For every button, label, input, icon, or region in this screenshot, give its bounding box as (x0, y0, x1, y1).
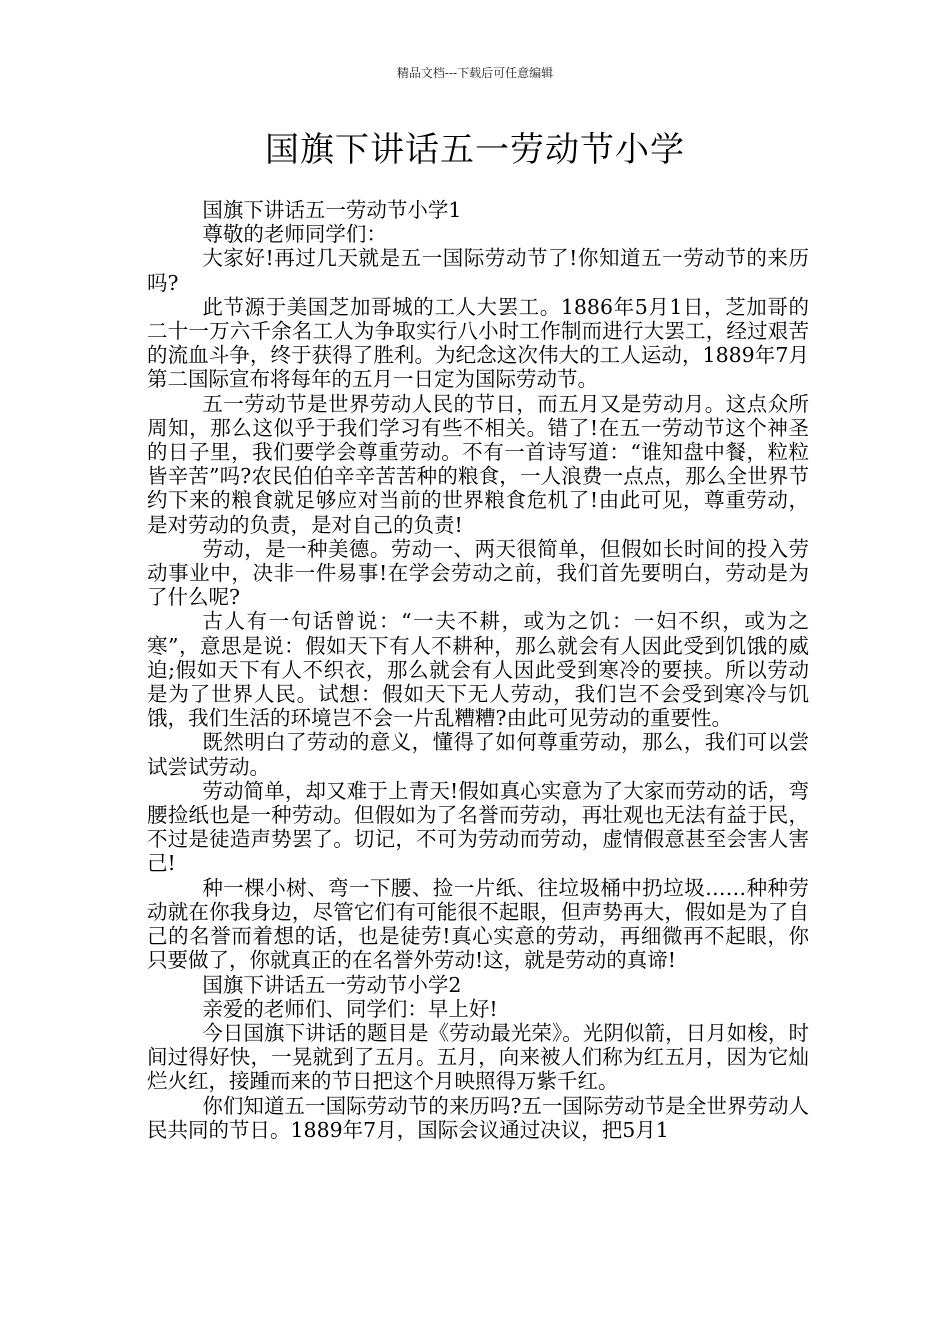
header-note: 精品文档---下载后可任意编辑 (396, 66, 554, 80)
document-body (147, 198, 809, 1142)
paragraph: 你们知道五一国际劳动节的来历吗?五一国际劳动节是全世界劳动人民共同的节日。1889年7月，国际会议通过决议，把5月1 (147, 1093, 809, 1142)
paragraph: 大家好!再过几天就是五一国际劳动节了!你知道五一劳动节的来历吗? (147, 246, 809, 295)
paragraph: 五一劳动节是世界劳动人民的节日，而五月又是劳动月。这点众所周知，那么这似乎于我们学习有些不相关。错了!在五一劳动节这个神圣的日子里，我们要学会尊重劳动。不有一首诗写道：“谁知盘中餐，粒粒皆辛苦”吗?农民伯伯辛辛苦苦种的粮食，一人浪费一点点，那么全世界节约下来的粮食就足够应对当前的世界粮食危机了!由此可见，尊重劳动，是对劳动的负责，是对自己的负责! (147, 391, 809, 537)
paragraph: 国旗下讲话五一劳动节小学1 (202, 198, 462, 222)
paragraph: 亲爱的老师们、同学们：早上好! (202, 996, 498, 1021)
paragraph: 尊敬的老师同学们： (202, 222, 387, 247)
paragraph: 种一棵小树、弯一下腰、捡一片纸、往垃圾桶中扔垃圾……种种劳动就在你我身边，尽管它们有可能很不起眼，但声势再大，假如是为了自己的名誉而着想的话，也是徒劳!真心实意的劳动，再细微再不起眼，你只要做了，你就真正的在名誉外劳动!这，就是劳动的真谛! (147, 875, 809, 973)
paragraph: 古人有一句话曾说：“一夫不耕，或为之饥：一妇不织，或为之寒”，意思是说：假如天下有人不耕种，那么就会有人因此受到饥饿的威迫;假如天下有人不织衣，那么就会有人因此受到寒冷的要挟。所以劳动是为了世界人民。试想：假如天下无人劳动，我们岂不会受到寒冷与饥饿，我们生活的环境岂不会一片乱糟糟?由此可见劳动的重要性。 (147, 609, 809, 731)
paragraph: 劳动，是一种美德。劳动一、两天很简单，但假如长时间的投入劳动事业中，决非一件易事!在学会劳动之前，我们首先要明白，劳动是为了什么呢? (147, 536, 809, 610)
paragraph: 此节源于美国芝加哥城的工人大罢工。1886年5月1日，芝加哥的二十一万六千余名工人为争取实行八小时工作制而进行大罢工，经过艰苦的流血斗争，终于获得了胜利。为纪念这次伟大的工人运动，1889年7月第二国际宣布将每年的五月一日定为国际劳动节。 (147, 294, 809, 392)
document-title: 国旗下讲话五一劳动节小学 (265, 130, 685, 170)
paragraph: 劳动简单，却又难于上青天!假如真心实意为了大家而劳动的话，弯腰捡纸也是一种劳动。但假如为了名誉而劳动，再壮观也无法有益于民，不过是徒造声势罢了。切记，不可为劳动而劳动，虚情假意甚至会害人害己! (147, 778, 809, 876)
paragraph: 国旗下讲话五一劳动节小学2 (202, 972, 462, 997)
paragraph: 今日国旗下讲话的题目是《劳动最光荣》。光阴似箭，日月如梭，时间过得好快，一晃就到了五月。五月，向来被人们称为红五月，因为它灿烂火红，接踵而来的节日把这个月映照得万紫千红。 (147, 1020, 809, 1094)
paragraph: 既然明白了劳动的意义，懂得了如何尊重劳动，那么，我们可以尝试尝试劳动。 (147, 730, 809, 779)
